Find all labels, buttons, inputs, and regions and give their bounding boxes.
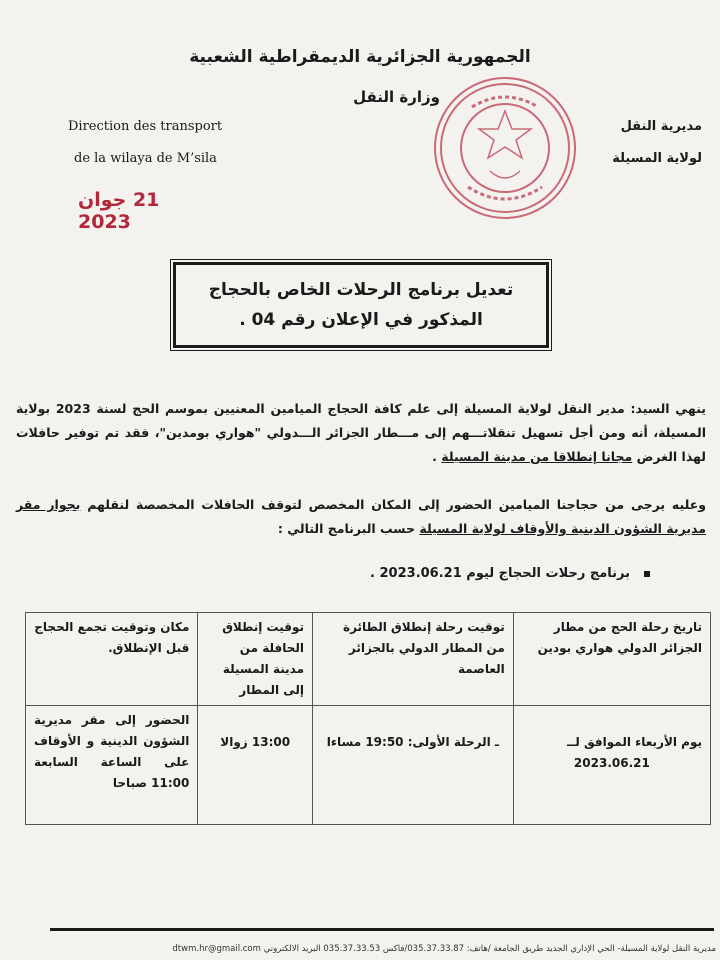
paragraph-1-end: .: [432, 449, 442, 464]
paragraph-2-end: حسب البرنامج التالي :: [277, 521, 420, 536]
footer-divider: [50, 928, 714, 931]
paragraph-1-text: ينهي السيد: مدير النقل لولاية المسيلة إلى علم كافة الحجاج الميامين المعنيين بموسم الحج لسنة 2023 بولاية المسيلة، أنه ومن أجل تسهيل تنقلاتـــهم إلى مـــطار الجزائر الـــدولي "هواري بومدين"، فقد تم توفير حافلات لهذا الغرض: [16, 401, 706, 464]
bullet-icon: [644, 571, 650, 577]
paragraph-2: [16, 493, 706, 541]
title-line2: المذكور في الإعلان رقم 04 .: [239, 310, 483, 330]
announcement-title-box: [173, 262, 549, 348]
header-flight-time: توقيت رحلة إنطلاق الطائرة من المطار الدولي بالجزائر العاصمة: [313, 613, 514, 706]
header-bus-time: توقيت إنطلاق الحافلة من مدينة المسيلة إلى المطار: [198, 613, 313, 706]
cell-flight-time: ـ الرحلة الأولى: 19:50 مساءا: [313, 706, 514, 825]
trip-date-line2: 2023.06.21: [573, 756, 650, 770]
schedule-bullet: [370, 566, 650, 581]
schedule-table: [25, 612, 711, 825]
paragraph-2-underlined: بجوار مقر مديرية الشؤون الدينية والأوقاف لولاية المسيلة: [16, 497, 706, 536]
schedule-bullet-text: برنامج رحلات الحجاج ليوم 2023.06.21 .: [370, 566, 630, 581]
paragraph-1-underlined: مجانا إنطلاقا من مدينة المسيلة: [441, 449, 633, 464]
cell-trip-date: [513, 706, 710, 825]
paragraph-1: [16, 397, 706, 469]
cell-bus-time: 13:00 زوالا: [198, 706, 313, 825]
table-header-row: [26, 613, 711, 706]
republic-heading: الجمهورية الجزائرية الديمقراطية الشعبية: [189, 47, 531, 67]
table-row: [26, 706, 711, 825]
trip-date-line1: يوم الأربعاء الموافق لــ: [567, 735, 702, 749]
document-date: 21 جوان 2023: [78, 189, 160, 233]
paragraph-2-text: وعليه يرجى من حجاجنا الميامين الحضور إلى المكان المخصص لتوقف الحافلات المخصصة لنقلهم: [80, 497, 706, 512]
ministry-name: وزارة النقل: [353, 88, 440, 106]
official-stamp-icon: [432, 75, 578, 221]
header-trip-date: تاريخ رحلة الحج من مطار الجزائر الدولي هواري بودين: [513, 613, 710, 706]
direction-fr-line2: de la wilaya de M’sila: [74, 151, 217, 166]
direction-ar-line2: لولاية المسيلة: [612, 151, 702, 166]
footer-address: مديرية النقل لولاية المسيلة- الحي الإداري الجديد طريق الجامعة /هاتف: 035.37.33.87/فاكس 035.37.33.53 البريد الالكتروني dtwm.hr@gmail.com: [172, 944, 716, 954]
direction-fr-line1: Direction des transport: [68, 119, 223, 134]
direction-ar-line1: مديرية النقل: [620, 119, 702, 134]
header-gathering: مكان وتوقيت تجمع الحجاج قبل الإنطلاق.: [26, 613, 198, 706]
cell-gathering: الحضور إلى مقر مديرية الشؤون الدينية و الأوقاف على الساعة السابعة 11:00 صباحا: [26, 706, 198, 825]
title-line1: تعديل برنامج الرحلات الخاص بالحجاج: [208, 280, 514, 300]
